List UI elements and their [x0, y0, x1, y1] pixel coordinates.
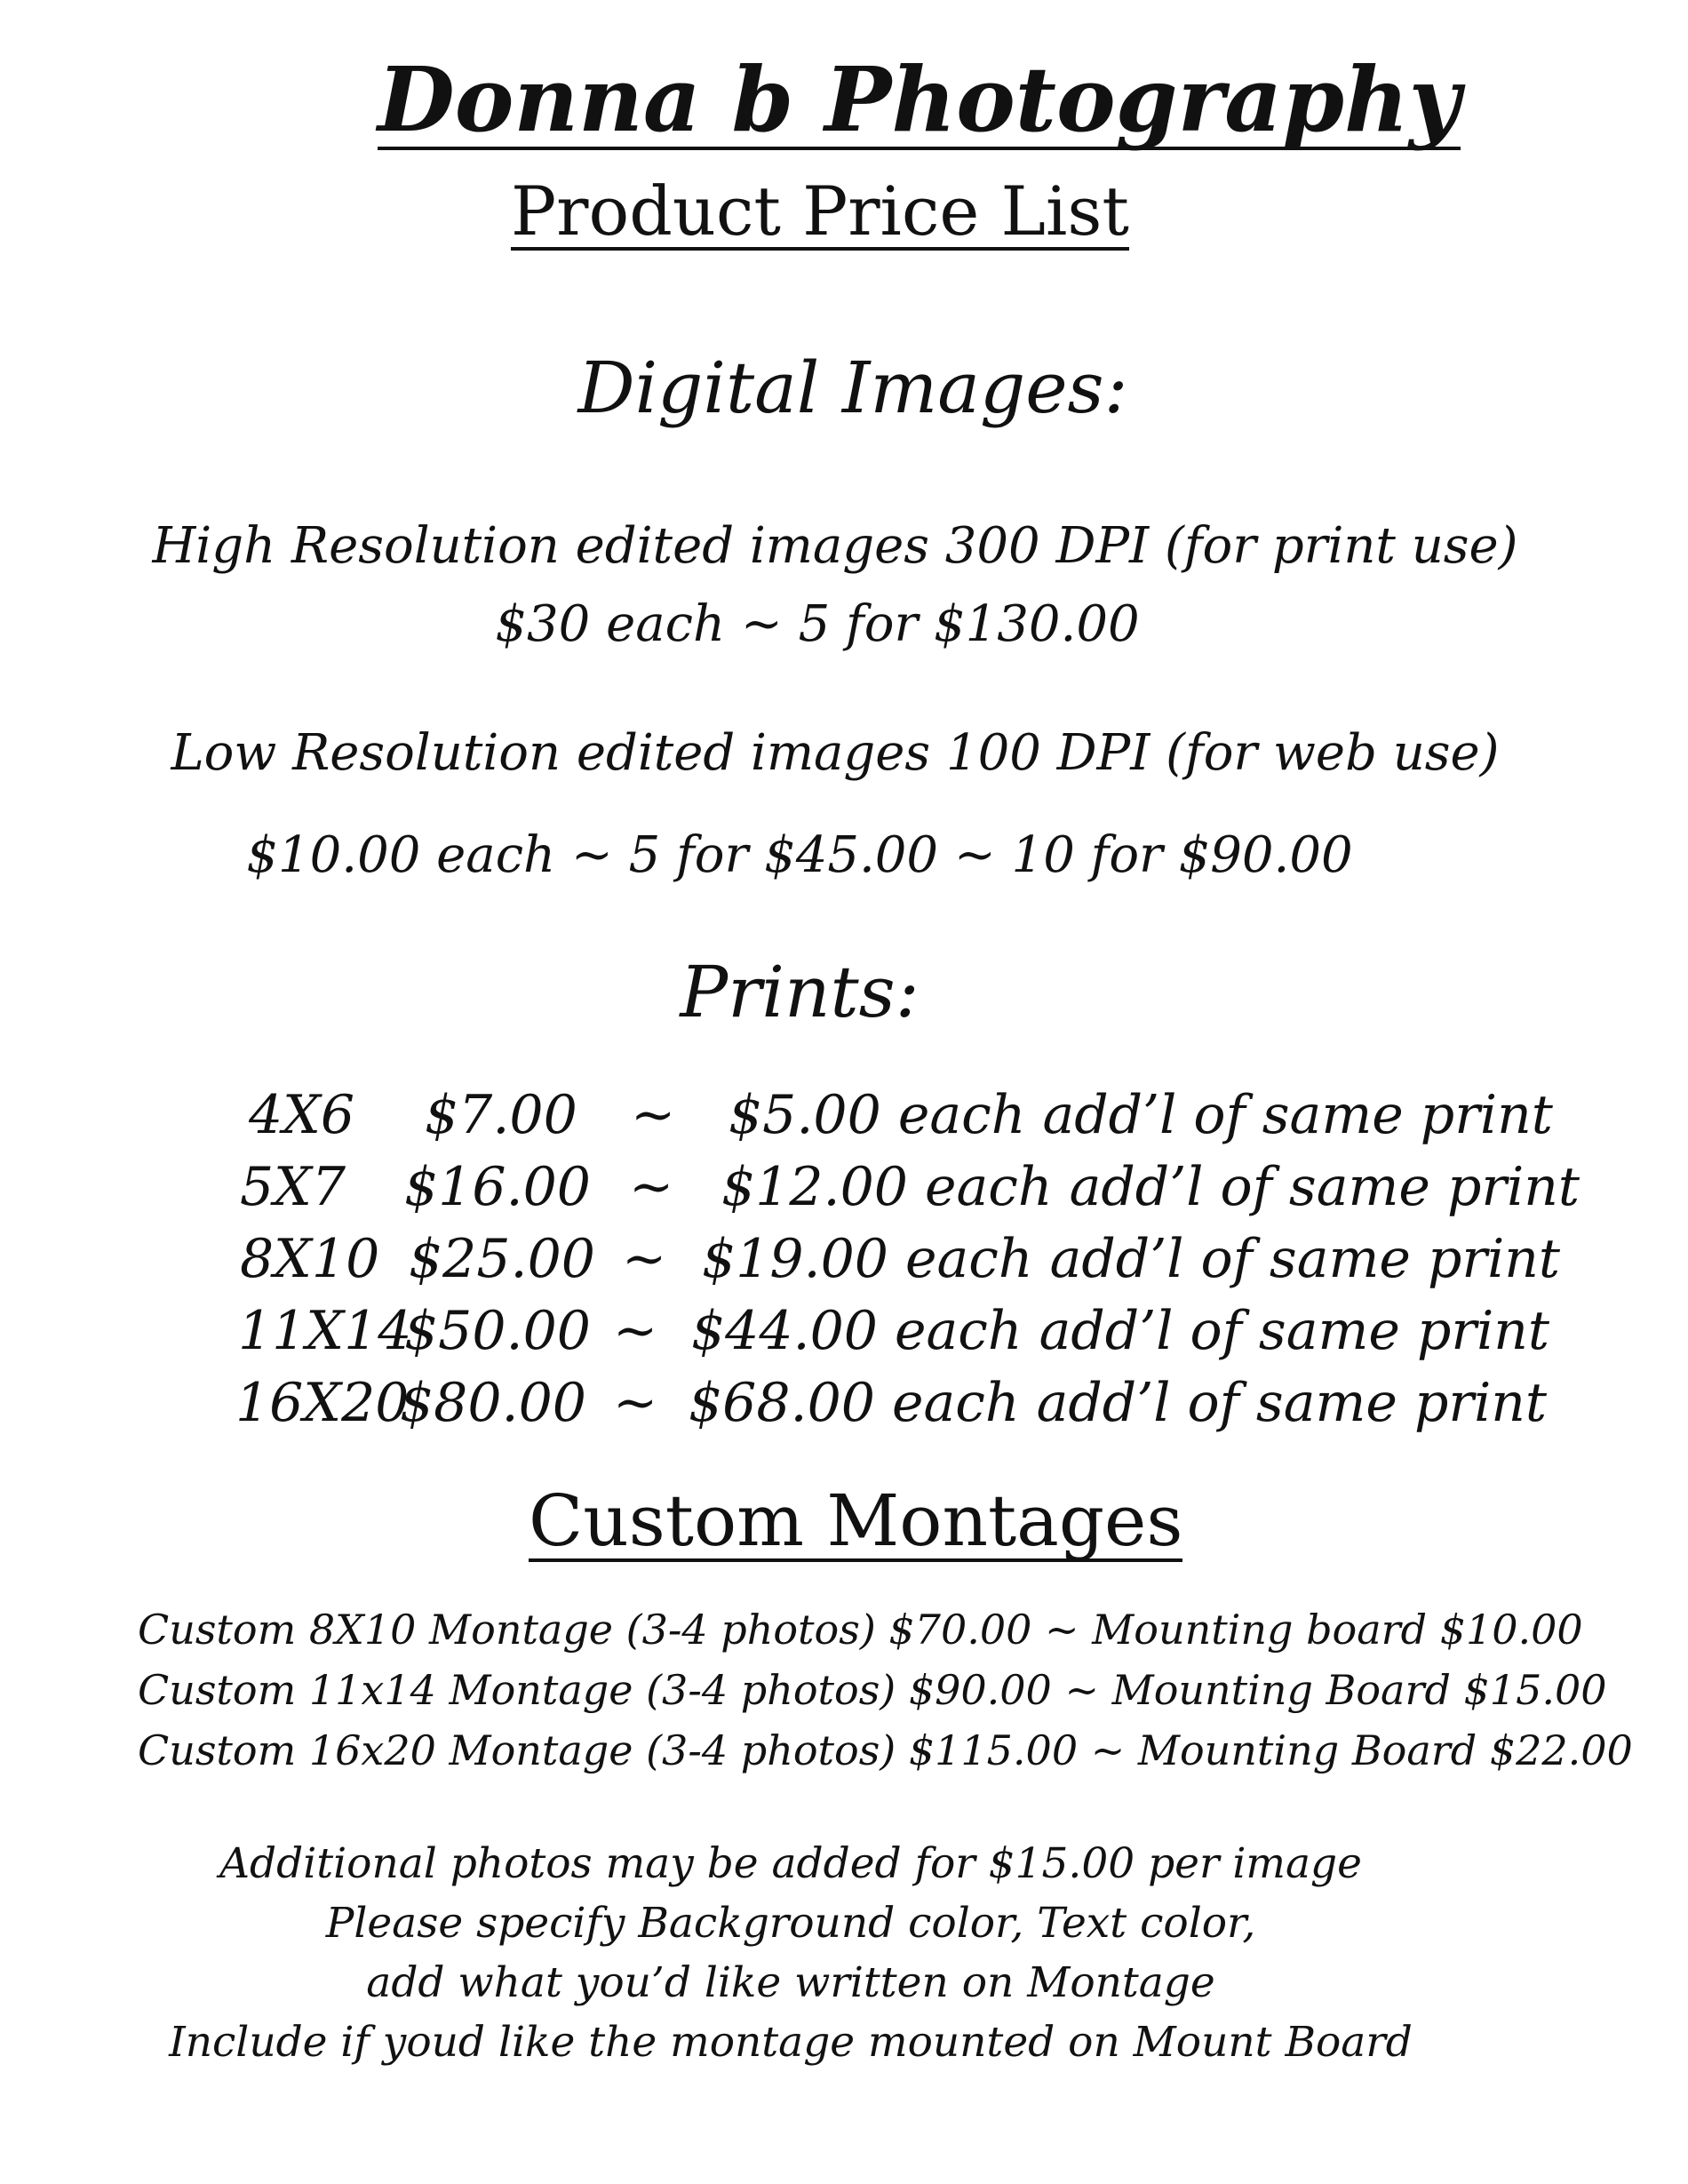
prints-heading: Prints:: [680, 951, 920, 1033]
print-size: 8X10: [240, 1228, 380, 1290]
print-size: 5X7: [240, 1156, 346, 1218]
print-price: $25.00: [409, 1228, 595, 1290]
high-res-price: $30 each ~ 5 for $130.00: [495, 595, 1140, 653]
print-size: 16X20: [235, 1372, 410, 1434]
montage-note: Include if youd like the montage mounted on Mount Board: [169, 2018, 1413, 2067]
print-row: [0, 1367, 1688, 1439]
price-list-subtitle-wrap: [511, 171, 1129, 251]
print-additional: $5.00 each add’l of same print: [729, 1084, 1553, 1146]
montage-note: Please specify Background color, Text color,: [325, 1899, 1256, 1948]
montages-heading-wrap: [529, 1479, 1183, 1562]
print-additional: $44.00 each add’l of same print: [691, 1300, 1550, 1362]
brand-title: Donna b Photography: [378, 47, 1461, 152]
montage-item: Custom 11x14 Montage (3-4 photos) $90.00 ~ Mounting Board $15.00: [138, 1666, 1607, 1714]
print-additional: $12.00 each add’l of same print: [721, 1156, 1581, 1218]
print-row: [0, 1152, 1688, 1223]
print-separator: ~: [613, 1300, 658, 1362]
print-size: 11X14: [238, 1300, 412, 1362]
price-list-subtitle: Product Price List: [511, 171, 1129, 251]
montages-heading: Custom Montages: [529, 1479, 1183, 1562]
montage-item: Custom 16x20 Montage (3-4 photos) $115.00 ~ Mounting Board $22.00: [138, 1726, 1633, 1774]
montage-list: [138, 1599, 1633, 1781]
print-separator: ~: [613, 1372, 658, 1434]
print-additional: $68.00 each add’l of same print: [689, 1372, 1548, 1434]
montage-note: Additional photos may be added for $15.00 per image: [219, 1839, 1362, 1888]
print-separator: ~: [629, 1156, 674, 1218]
digital-heading: Digital Images:: [577, 347, 1128, 429]
montage-item: Custom 8X10 Montage (3-4 photos) $70.00 ~ Mounting board $10.00: [138, 1606, 1583, 1654]
print-row: [0, 1224, 1688, 1295]
print-price: $80.00: [400, 1372, 586, 1434]
print-separator: ~: [631, 1084, 676, 1146]
low-res-price: $10.00 each ~ 5 for $45.00 ~ 10 for $90.00: [246, 826, 1353, 884]
low-res-description: Low Resolution edited images 100 DPI (for web use): [171, 724, 1500, 782]
print-separator: ~: [622, 1228, 667, 1290]
print-row: [0, 1080, 1688, 1151]
print-size: 4X6: [249, 1084, 355, 1146]
brand-title-wrap: [378, 47, 1461, 152]
montage-note: add what you’d like written on Montage: [366, 1958, 1215, 2007]
high-res-description: High Resolution edited images 300 DPI (for print use): [152, 517, 1518, 575]
print-row: [0, 1295, 1688, 1367]
print-additional: $19.00 each add’l of same print: [702, 1228, 1561, 1290]
print-price: $50.00: [404, 1300, 591, 1362]
print-price: $7.00: [425, 1084, 577, 1146]
print-price: $16.00: [404, 1156, 591, 1218]
